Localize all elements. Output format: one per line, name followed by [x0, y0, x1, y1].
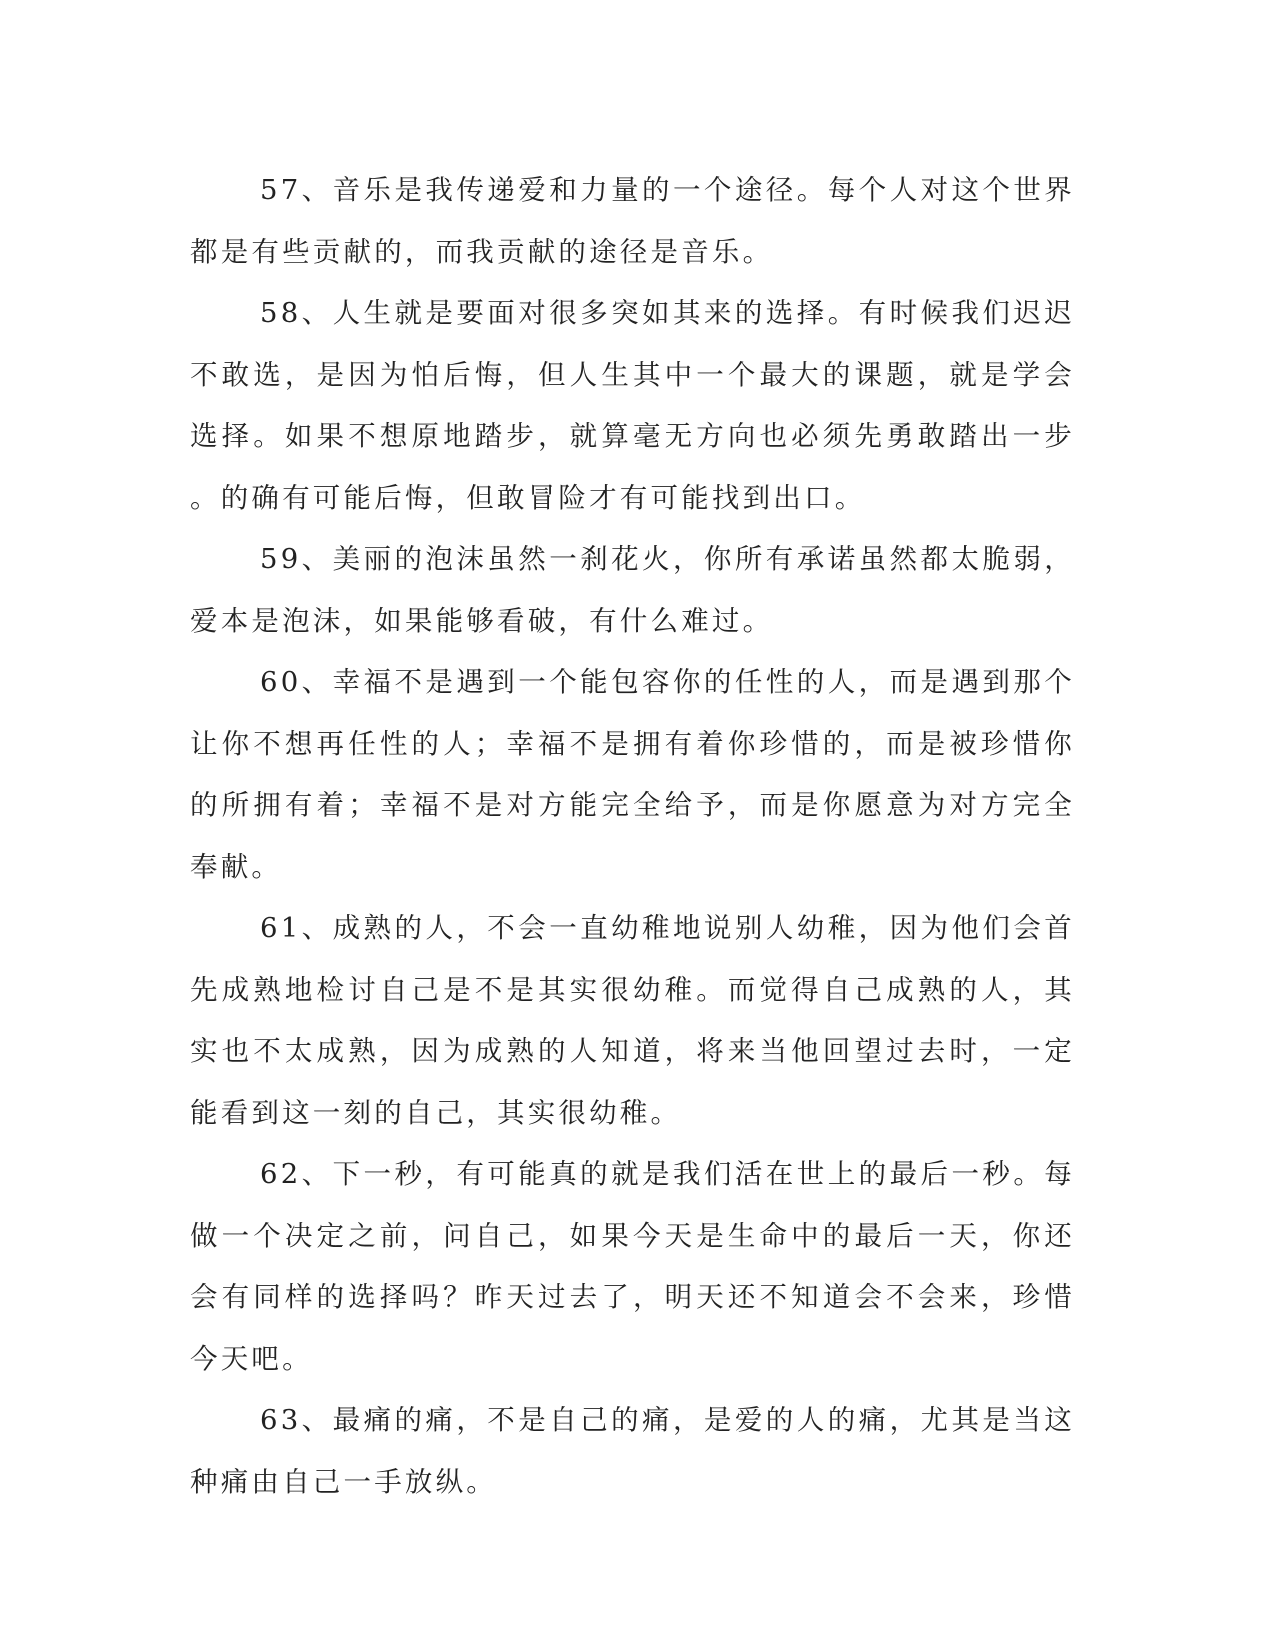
quote-paragraph-59: 59、美丽的泡沫虽然一刹花火，你所有承诺虽然都太脆弱，爱本是泡沫，如果能够看破，有什么难过。	[190, 543, 1075, 637]
quote-paragraph-58: 58、人生就是要面对很多突如其来的选择。有时候我们迟迟不敢选，是因为怕后悔，但人生其中一个最大的课题，就是学会选择。如果不想原地踏步，就算毫无方向也必须先勇敢踏出一步。的确有可能后悔，但敢冒险才有可能找到出口。	[190, 297, 1075, 514]
quote-paragraph-62: 62、下一秒，有可能真的就是我们活在世上的最后一秒。每做一个决定之前，问自己，如果今天是生命中的最后一天，你还会有同样的选择吗？昨天过去了，明天还不知道会不会来，珍惜今天吧。	[190, 1158, 1075, 1375]
quote-paragraph-61: 61、成熟的人，不会一直幼稚地说别人幼稚，因为他们会首先成熟地检讨自己是不是其实很幼稚。而觉得自己成熟的人，其实也不太成熟，因为成熟的人知道，将来当他回望过去时，一定能看到这一刻的自己，其实很幼稚。	[190, 912, 1075, 1129]
quote-paragraph-63: 63、最痛的痛，不是自己的痛，是爱的人的痛，尤其是当这种痛由自己一手放纵。	[190, 1404, 1075, 1498]
quote-paragraph-60: 60、幸福不是遇到一个能包容你的任性的人，而是遇到那个让你不想再任性的人；幸福不是拥有着你珍惜的，而是被珍惜你的所拥有着；幸福不是对方能完全给予，而是你愿意为对方完全奉献。	[190, 666, 1075, 883]
document-body	[190, 160, 1075, 1513]
quote-paragraph-57: 57、音乐是我传递爱和力量的一个途径。每个人对这个世界都是有些贡献的，而我贡献的途径是音乐。	[190, 174, 1075, 268]
